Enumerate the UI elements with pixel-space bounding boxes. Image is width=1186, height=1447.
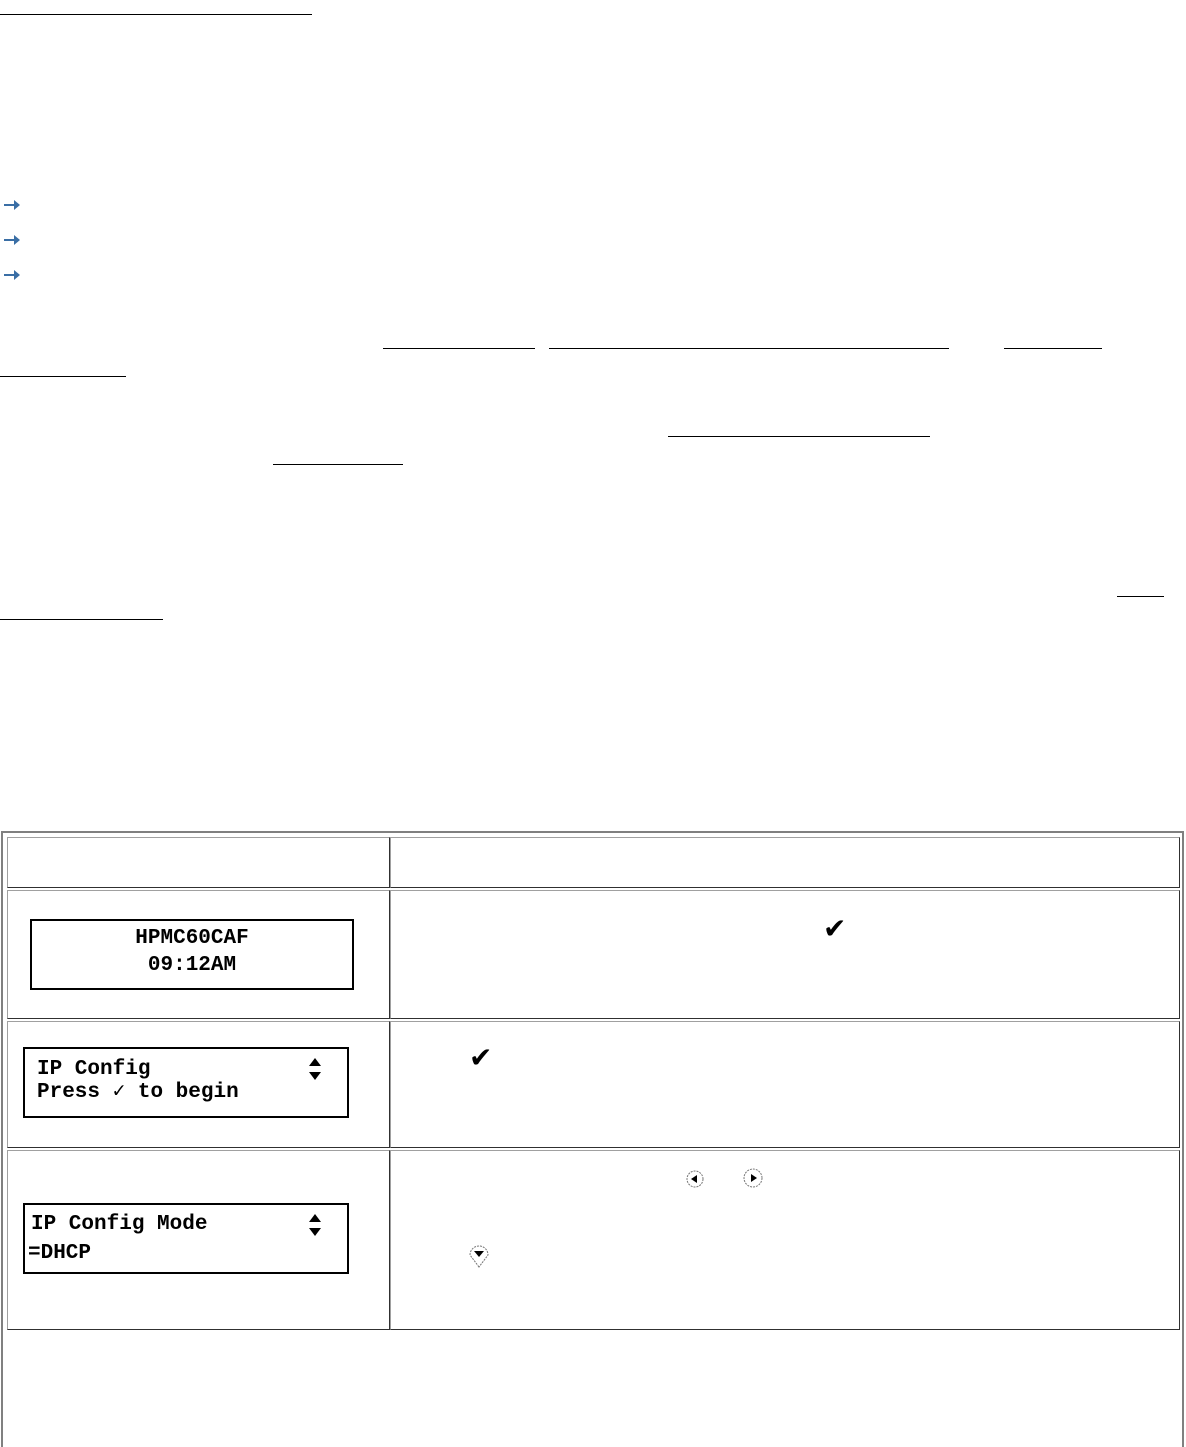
checkmark-icon: ✔: [823, 912, 847, 945]
header-cell-action: [390, 837, 1180, 888]
lcd-line-2: =DHCP: [28, 1242, 92, 1265]
arrow-right-icon: [2, 233, 24, 247]
action-cell: [390, 1150, 1180, 1330]
display-cell: [7, 1150, 390, 1330]
action-cell: [390, 890, 1180, 1019]
up-down-arrows-icon: [308, 1057, 322, 1081]
inline-link[interactable]: [668, 436, 930, 437]
lcd-display: [23, 1047, 349, 1118]
lcd-steps-table: [1, 831, 1184, 1447]
header-cell-display: [7, 837, 390, 888]
lcd-display: [23, 1203, 349, 1274]
display-cell: [7, 1021, 390, 1148]
down-arrow-button-icon: [467, 1241, 491, 1269]
lcd-display: [30, 919, 354, 990]
checkmark-icon: ✔: [469, 1041, 493, 1074]
inline-link[interactable]: [549, 348, 949, 349]
arrow-right-icon: [2, 268, 24, 282]
inline-link[interactable]: [0, 619, 163, 620]
arrow-right-icon: [2, 198, 24, 212]
up-down-arrows-icon: [308, 1213, 322, 1237]
lcd-line-1: IP Config: [37, 1058, 151, 1081]
inline-link[interactable]: [0, 376, 126, 377]
action-cell: [390, 1021, 1180, 1148]
inline-link[interactable]: [1117, 596, 1164, 597]
right-arrow-button-icon: [742, 1167, 764, 1189]
top-link[interactable]: [0, 14, 312, 15]
lcd-line-2: 09:12AM: [147, 954, 237, 977]
inline-link[interactable]: [383, 348, 535, 349]
lcd-line-1: IP Config Mode: [31, 1213, 208, 1236]
lcd-line-1: HPMC60CAF: [135, 927, 249, 950]
lcd-line-2: Press ✓ to begin: [37, 1081, 239, 1104]
left-arrow-button-icon: [685, 1169, 705, 1189]
inline-link[interactable]: [273, 464, 403, 465]
display-cell: [7, 890, 390, 1019]
inline-link[interactable]: [1004, 348, 1102, 349]
